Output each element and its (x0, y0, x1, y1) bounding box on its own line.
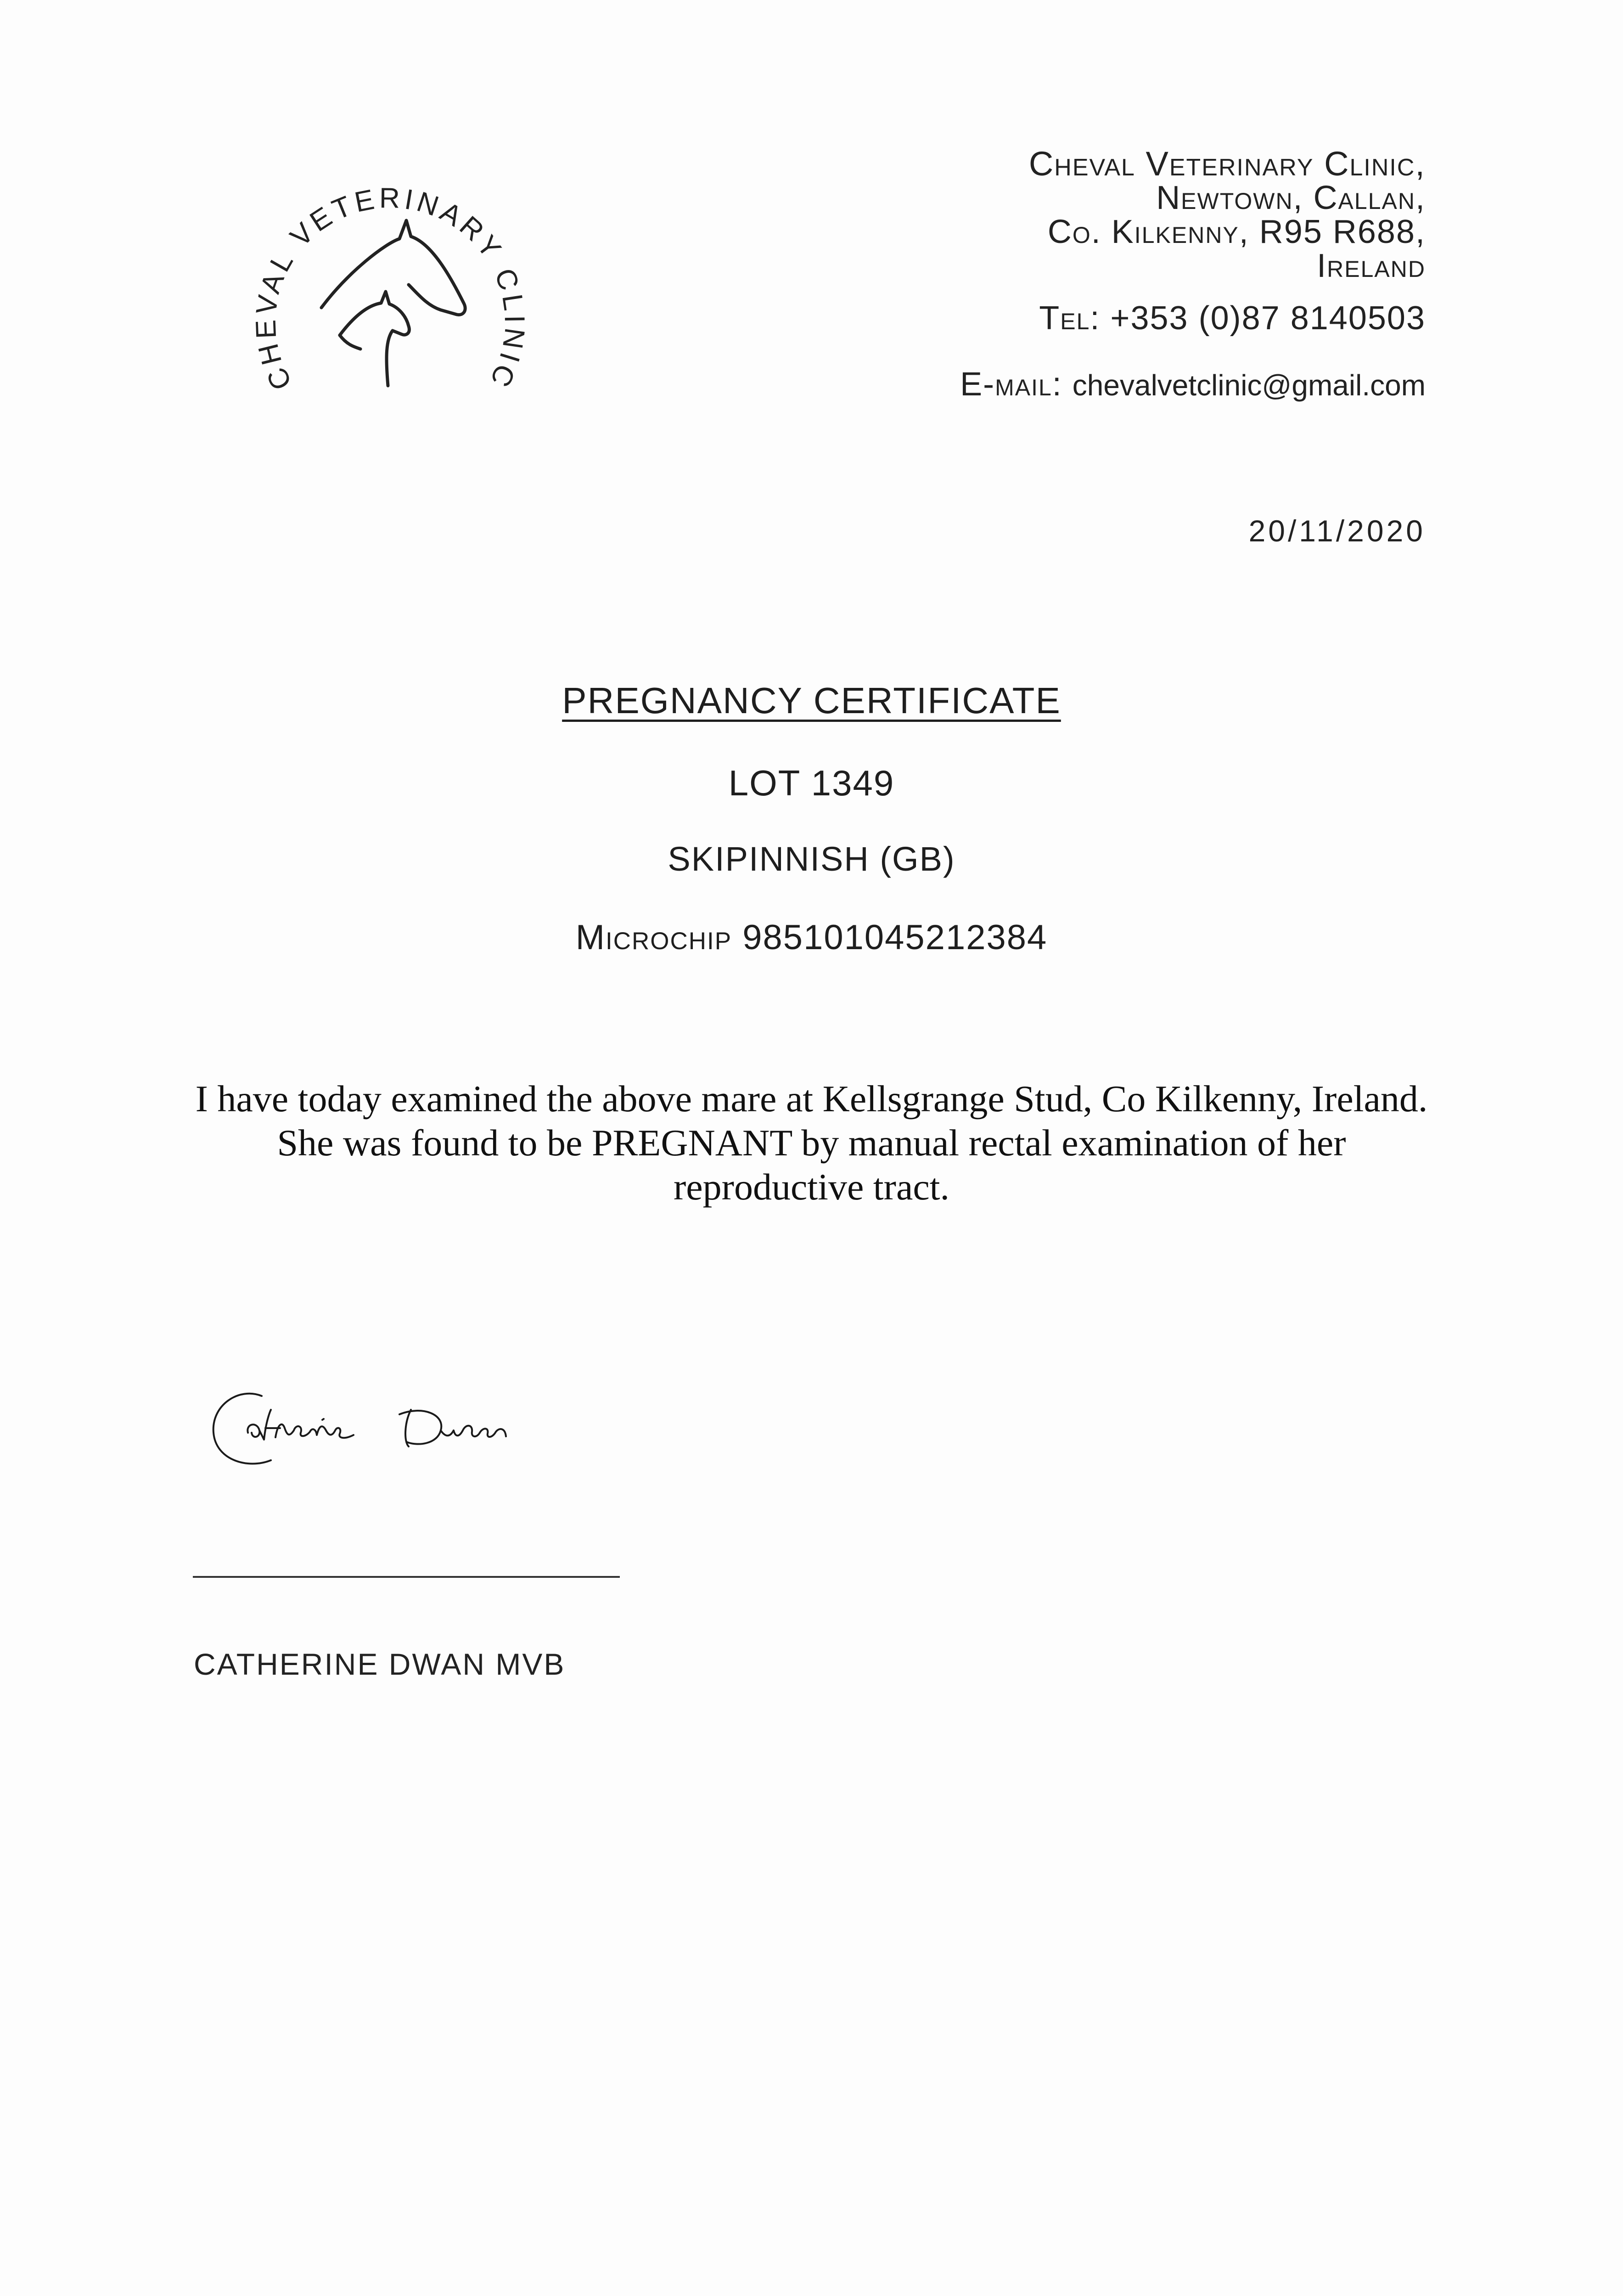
handwritten-signature (202, 1378, 560, 1488)
certificate-date: 20/11/2020 (1248, 514, 1426, 548)
svg-text:CHEVAL VETERINARY CLINIC: CHEVAL VETERINARY CLINIC (250, 182, 531, 395)
clinic-address-line1: Newtown, Callan, (1156, 180, 1426, 216)
certificate-title: PREGNANCY CERTIFICATE (562, 680, 1061, 721)
microchip-number: 985101045212384 (742, 918, 1048, 957)
clinic-email-label: E-mail: (960, 366, 1062, 403)
clinic-email-row (783, 367, 1426, 402)
clinic-address-line3: Ireland (1317, 248, 1426, 284)
horse-name: SKIPINNISH (GB) (668, 840, 955, 878)
clinic-name: Cheval Veterinary Clinic, (1028, 145, 1426, 183)
lot-number: LOT 1349 (728, 763, 895, 803)
clinic-address-block (783, 147, 1426, 402)
signature-line (193, 1576, 620, 1578)
clinic-address-line2: Co. Kilkenny, R95 R688, (1047, 214, 1426, 250)
microchip-label: Microchip (575, 918, 732, 957)
clinic-logo (248, 152, 533, 409)
clinic-email[interactable]: chevalvetclinic@gmail.com (1072, 369, 1426, 402)
signer-name: CATHERINE DWAN MVB (194, 1647, 566, 1681)
clinic-telephone: Tel: +353 (0)87 8140503 (1039, 300, 1426, 337)
examination-statement: I have today examined the above mare at Kellsgrange Stud, Co Kilkenny, Ireland. She was found to be PREGNANT by manual rectal examination of her reproductive tract. (195, 1078, 1428, 1208)
microchip-row (0, 917, 1623, 957)
